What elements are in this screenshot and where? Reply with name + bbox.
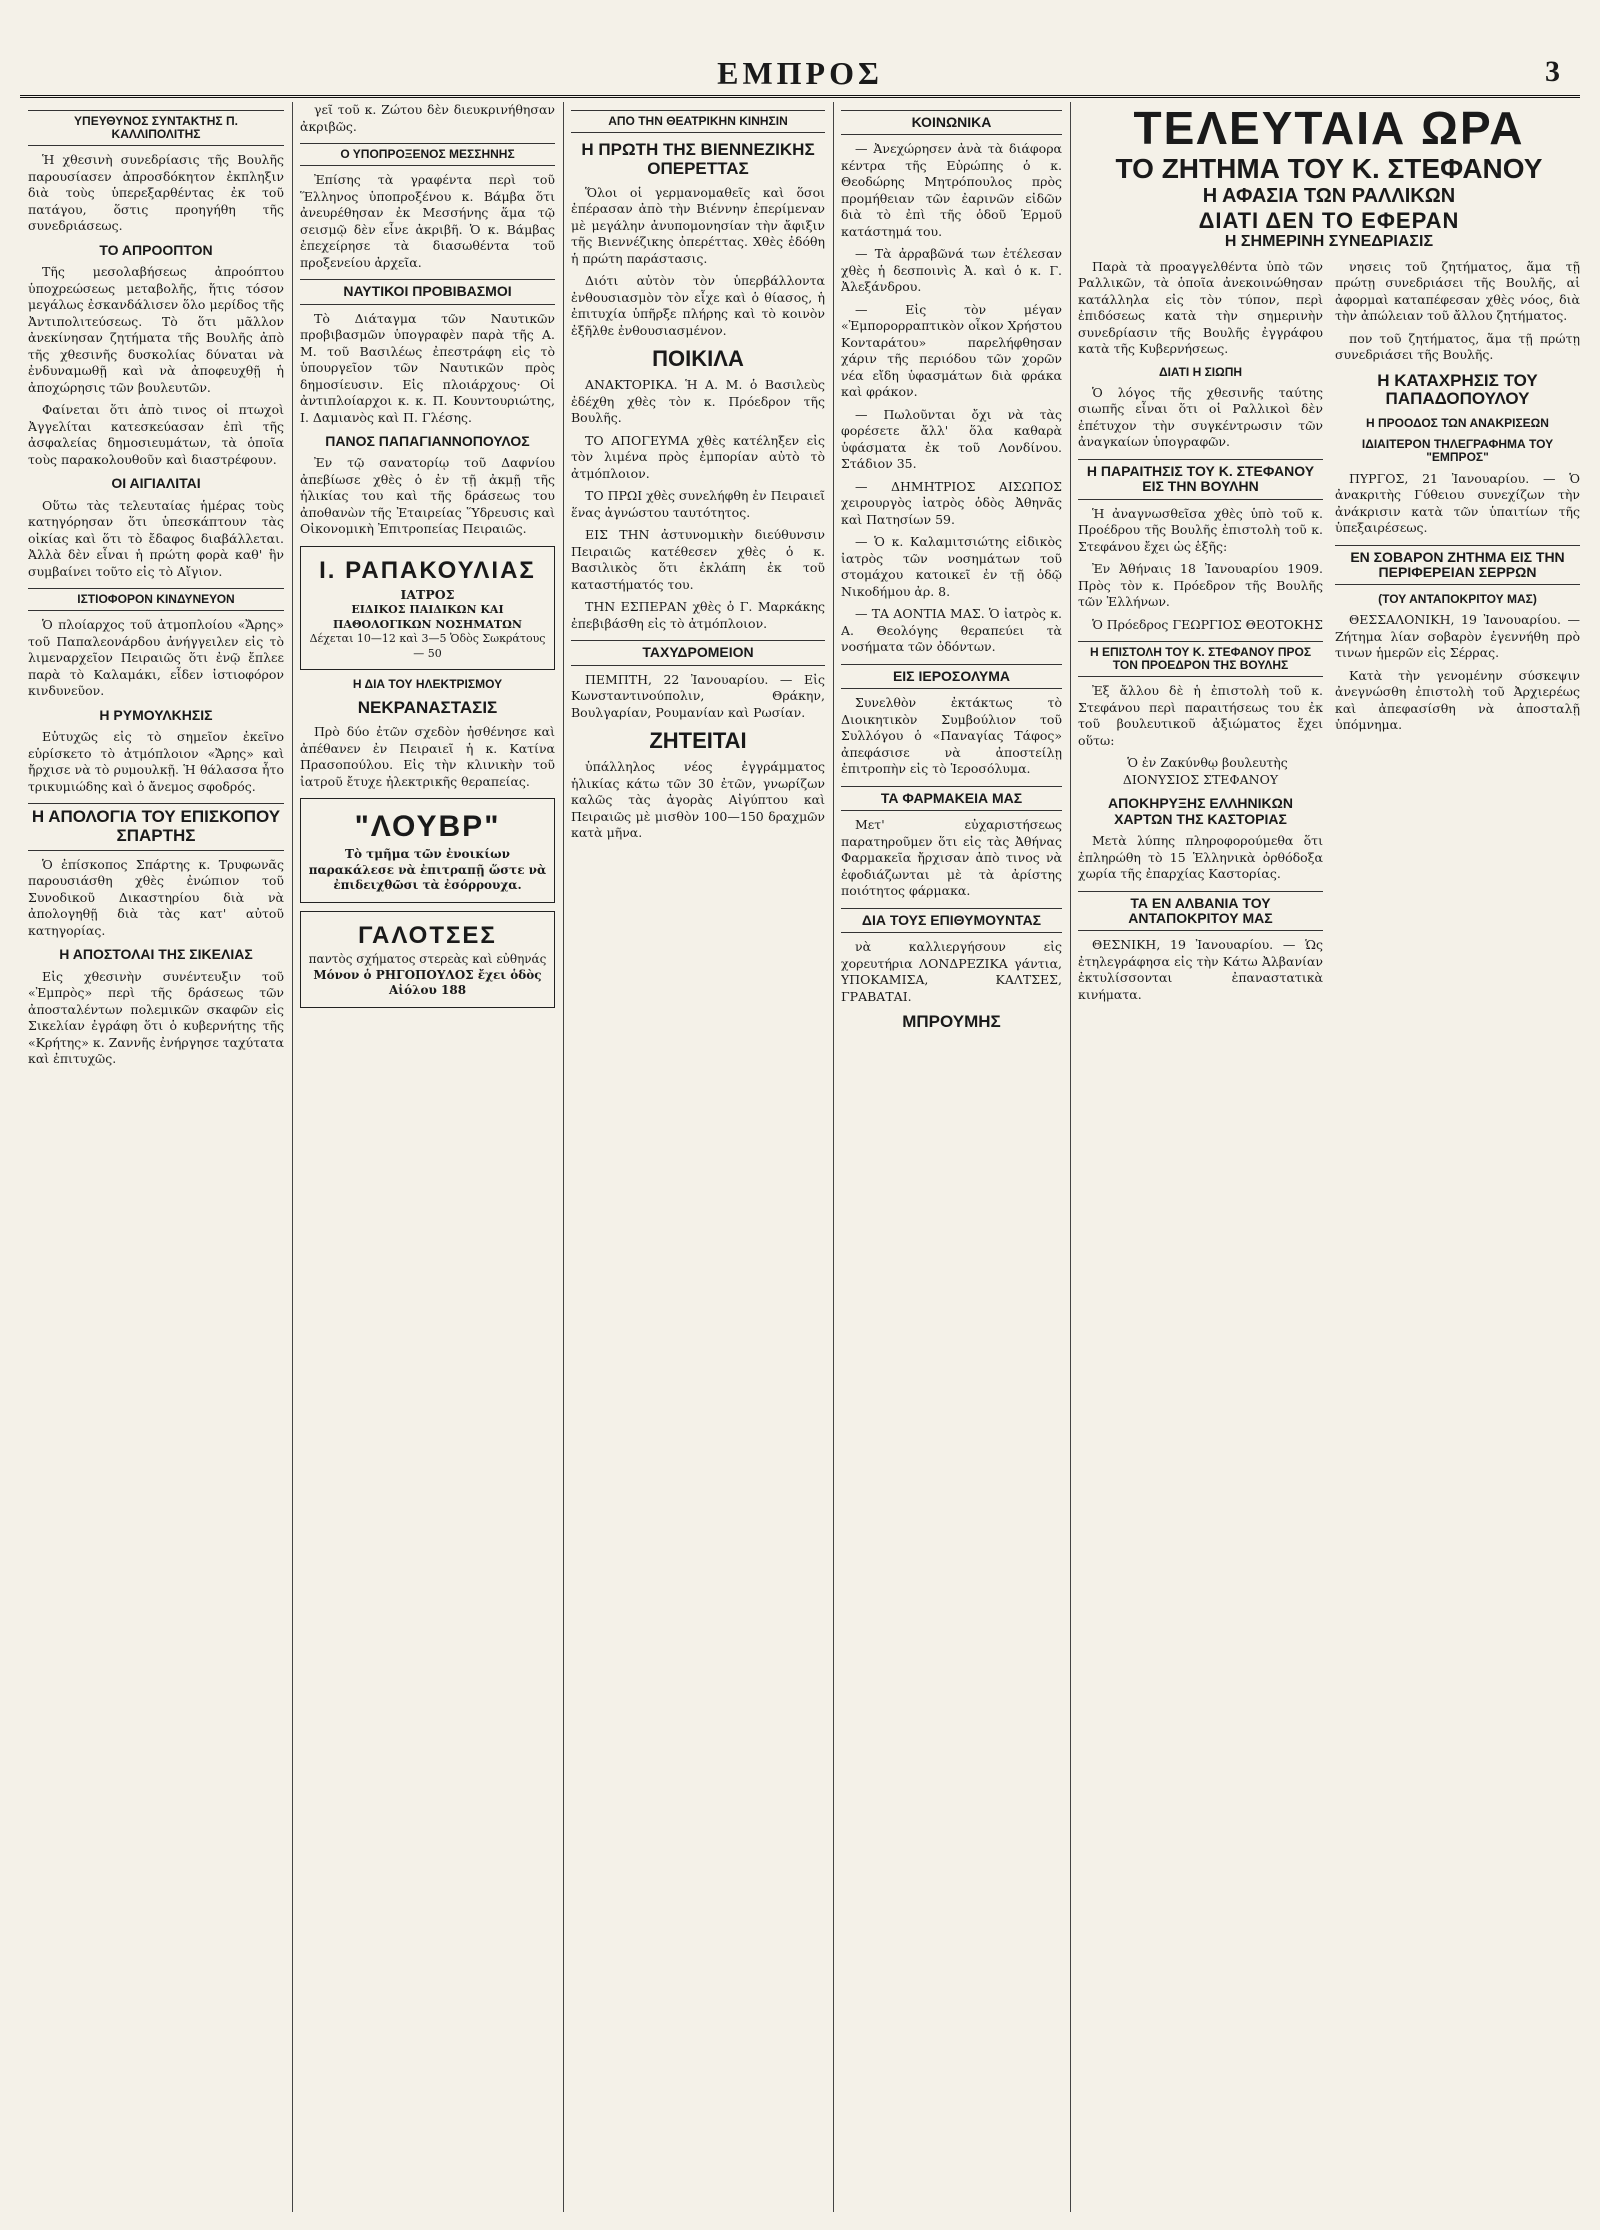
column-4 [841,102,1062,2212]
heading-opera: Η ΠΡΩΤΗ ΤΗΣ ΒΙΕΝΝΕΖΙΚΗΣ ΟΠΕΡΕΤΤΑΣ [581,140,815,178]
heading-serron: ΕΝ ΣΟΒΑΡΟΝ ΖΗΤΗΜΑ ΕΙΣ ΤΗΝ ΠΕΡΙΦΕΡΕΙΑΝ ΣΕΡΡΩΝ [1335,545,1580,586]
heading-dia: Η ΔΙΑ ΤΟΥ ΗΛΕΚΤΡΙΣΜΟΥ [352,677,503,692]
newspaper-title: ΕΜΠΡΟΣ [717,55,883,91]
article-text: ΑΝΑΚΤΟΡΙΚΑ. Ἡ Α. Μ. ὁ Βασιλεὺς ἐδέχθη χθὲς τὸν κ. Πρόεδρον τῆς Βουλῆς. [571,377,825,426]
article-text: ΤΟ ΑΠΟΓΕΥΜΑ χθὲς κατέληξεν εἰς τὸν λιμένα πρὸς ἐμπορίαν αὐτὸ τὸ ἀτμόπλοιον. [571,432,825,481]
heading-proxenos: Ο ΥΠΟΠΡΟΞΕΝΟΣ ΜΕΣΣΗΝΗΣ [300,143,555,166]
heading-koinonika: ΚΟΙΝΩΝΙΚΑ [841,110,1062,135]
article-text: Πρὸ δύο ἐτῶν σχεδὸν ἠσθένησε καὶ ἀπέθανεν ἐν Πειραιεῖ ἡ κ. Κατίνα Πρασοπούλου. Εἰς τὴν κλινικὴν τοῦ ἰατροῦ ἔτυχε ἠλεκτρικῆς θεραπείας. [300,724,555,789]
louvre-advertisement [300,798,555,903]
masthead [20,55,1580,98]
heading-tax: ΤΑΧΥΔΡΟΜΕΙΟΝ [571,640,825,665]
right-subcolumn [1335,259,1580,1010]
signature: Ὁ Πρόεδρος ΓΕΩΡΓΙΟΣ ΘΕΟΤΟΚΗΣ [1092,616,1323,632]
article-text: — Τὰ ἀρραβῶνά των ἐτέλεσαν χθὲς ἡ δεσποινὶς Ἀ. καὶ ὁ κ. Γ. Ἀλεξάνδρου. [841,246,1062,295]
article-text: ὑπάλληλος νέος ἐγγράμματος ἡλικίας κάτω τῶν 30 ἐτῶν, γνωρίζων καλῶς τὰς ἀγορὰς Αἰγύπτου καὶ Πειραιῶς μὲ μισθὸν 100—150 δραχμῶν κατὰ μῆνα. [571,759,825,841]
heading-idiaiteron: ΙΔΙΑΙΤΕΡΟΝ ΤΗΛΕΓΡΑΦΗΜΑ ΤΟΥ "ΕΜΠΡΟΣ" [1361,437,1554,465]
article-text: ΤΗΝ ΕΣΠΕΡΑΝ χθὲς ὁ Γ. Μαρκάκης ἐπεβιβάσθη εἰς τὸ ἀτμόπλοιον. [571,599,825,631]
ad-name: Ι. ΡΑΠΑΚΟΥΛΙΑΣ [319,556,536,584]
heading-paraitisis: Η ΠΑΡΑΙΤΗΣΙΣ ΤΟΥ Κ. ΣΤΕΦΑΝΟΥ ΕΙΣ ΤΗΝ ΒΟΥΛΗΝ [1078,459,1323,500]
column-2 [300,102,555,2212]
left-subcolumn [1078,259,1323,1010]
ad-name: "ΛΟΥΒΡ" [354,810,501,844]
article-text: Ὁ πλοίαρχος τοῦ ἀτμοπλοίου «Ἄρης» τοῦ Παπαλεονάρδου ἀνήγγειλεν εἰς τὸ λιμεναρχεῖον Πειραιῶς ὅτι ἐνῷ ἔπλεε παρὰ τὸ Καλαμάκι, εἶδεν ἰστιοφόρον κινδυνεῦον. [28,617,284,699]
heading-katachrisis: Η ΚΑΤΑΧΡΗΣΙΣ ΤΟΥ ΠΑΠΑΔΟΠΟΥΛΟΥ [1377,370,1538,409]
column-1 [28,102,284,2212]
heading-poikila: ΠΟΙΚΙΛΑ [652,346,744,372]
title-main: ΤΕΛΕΥΤΑΙΑ ΩΡΑ [1133,102,1525,154]
heading-rymoulkisis: Η ΡΥΜΟΥΛΚΗΣΙΣ [99,706,213,723]
article-text: — Πωλοῦνται ὄχι νὰ τὰς φορέσετε ἄλλ' ὅλα καθαρὰ ὑφάσματα ἐκ τοῦ Λονδίνου. Στάδιον 35. [841,406,1062,472]
heading-istiofoon: ΙΣΤΙΟΦΟΡΟΝ ΚΙΝΔΥΝΕΥΟΝ [28,588,284,611]
column-rule [833,102,834,2212]
doctor-advertisement [300,546,555,670]
heading-epistoli: Η ΕΠΙΣΤΟΛΗ ΤΟΥ Κ. ΣΤΕΦΑΝΟΥ ΠΡΟΣ ΤΟΝ ΠΡΟΕΔΡΟΝ ΤΗΣ ΒΟΥΛΗΣ [1078,641,1323,677]
column-rule [292,102,293,2212]
heading-mproumis: ΜΠΡΟΥΜΗΣ [902,1012,1001,1032]
heading-apokirixis: ΑΠΟΚΗΡΥΞΗΣ ΕΛΛΗΝΙΚΩΝ ΧΑΡΤΩΝ ΤΗΣ ΚΑΣΤΟΡΙΑΣ [1108,795,1293,827]
title-5: Η ΣΗΜΕΡΙΝΗ ΣΥΝΕΔΡΙΑΣΙΣ [1224,232,1434,250]
heading-nautikoi: ΝΑΥΤΙΚΟΙ ΠΡΟΒΙΒΑΣΜΟΙ [300,279,555,304]
article-text: γεῖ τοῦ κ. Ζώτου δὲν διευκρινήθησαν ἀκριβῶς. [300,102,555,134]
galoshes-advertisement [300,911,555,1008]
article-text: Φαίνεται ὅτι ἀπὸ τινος οἱ πτωχοὶ Ἀγγελίται κατεσκεύασαν ἐπὶ τῆς ἀσφαλείας δημοσιευμάτων, τὰ ὁποῖα τοὺς παρακολουθοῦν καὶ διαστρέφουν. [28,402,284,467]
ad-text: Τὸ τμῆμα τῶν ἐνοικίων παρακάλεσε νὰ ἐπιτραπῇ ὥστε νὰ ἐπιδειχθῶσι τὰ ἐσόρρουχα. [308,846,547,893]
article-text: νὰ καλλιεργήσουν εἰς χορευτήρια ΛΟΝΔΡΕΖΙΚΑ γάντια, ΥΠΟΚΑΜΙΣΑ, ΚΑΛΤΣΕΣ, ΓΡΑΒΑΤΑΙ. [841,939,1062,1004]
article-text: Ἐν Ἀθήναις 18 Ἰανουαρίου 1909. Πρὸς τὸν κ. Πρόεδρον τῆς Βουλῆς τῶν Ἑλλήνων. [1078,561,1323,610]
article-text: — Ὁ κ. Καλαμιτσιώτης εἰδικὸς ἰατρὸς τῶν νοσημάτων τοῦ στομάχου κατοικεῖ ἐν τῇ ὁδῷ Νικοδήμου ἀρ. 8. [841,534,1062,599]
heading-albania: ΤΑ ΕΝ ΑΛΒΑΝΙΑ ΤΟΥ ΑΝΤΑΠΟΚΡΙΤΟΥ ΜΑΣ [1078,891,1323,932]
column-rule [563,102,564,2212]
section-header: ΑΠΟ ΤΗΝ ΘΕΑΤΡΙΚΗΝ ΚΙΝΗΣΙΝ [571,110,825,133]
article-text: — ΤΑ ΑΟΝΤΙΑ ΜΑΣ. Ὁ ἰατρὸς κ. Α. Θεολόγης θεραπεύει τὰ νοσήματα τῶν ὀδόντων. [841,606,1062,655]
heading-zitite: ΖΗΤΕΙΤΑΙ [649,728,747,754]
article-text: Διότι αὐτὸν τὸν ὑπερβάλλοντα ἐνθουσιασμὸν τὸν εἶχε καὶ ὁ θίασος, ἡ ἐπιτυχία ὑπῆρξε πλήρης καὶ τὸ κοινὸν ἐξῆλθε ἐνθουσιασμένον. [571,273,825,338]
ad-text: παντὸς σχήματος στερεὰς καὶ εὐθηνάς [308,951,547,966]
article-text: Συνελθὸν ἐκτάκτως τὸ Διοικητικὸν Συμβούλιον τοῦ Συλλόγου ὁ «Παναγίας Τάφος» ἀπεφάσισε νὰ ἀποστείλῃ ἐπιτροπὴν εἰς τὸ Ἱεροσόλυμα. [841,695,1062,777]
heading-farmakeia: ΤΑ ΦΑΡΜΑΚΕΙΑ ΜΑΣ [841,786,1062,811]
article-text: Ὅλοι οἱ γερμανομαθεῖς καὶ ὅσοι ἐπέρασαν ἀπὸ τὴν Βιέννην ἐπερίμεναν μὲ μεγάλην ἀνυπομονησίαν τὴν ἄφιξιν τῆς Βιεννέζικης ὀπερέττας. Χθὲς ἐδόθη ἡ πρώτη παράστασις. [571,184,825,266]
article-text: ΘΕΣΣΑΛΟΝΙΚΗ, 19 Ἰανουαρίου. — Ζήτημα λίαν σοβαρὸν ἐγεννήθη πρὸ τινων ἡμερῶν εἰς Σέρρας. [1335,612,1580,661]
article-text: Εὐτυχῶς εἰς τὸ σημεῖον ἐκεῖνο εὑρίσκετο τὸ ἀτμόπλοιον «Ἄρης» καὶ ἤρχισε νὰ τὸ ρυμουλκῇ. Ἡ θάλασσα ἦτο τρικυμιώδης καὶ ὁ ἄνεμος σφοδρός. [28,729,284,794]
article-text: Οὕτω τὰς τελευταίας ἡμέρας τοὺς κατηγόρησαν ὅτι ὑπεσκάπτουν τὰς οἰκίας καὶ ὅτι τὸ ἔδαφος διαβάλλεται. Ἀλλὰ δὲν εἶναι ἡ πρώτη φορὰ καθ' ἣν συμβαίνει τοῦτο εἰς τὸ Αἴγιον. [28,497,284,579]
signature: Ὁ ἐν Ζακύνθῳ βουλευτὴς ΔΙΟΝΥΣΙΟΣ ΣΤΕΦΑΝΟΥ [1122,755,1288,787]
heading-nekranastasis: ΝΕΚΡΑΝΑΣΤΑΣΙΣ [357,698,498,718]
heading-antap: (ΤΟΥ ΑΝΤΑΠΟΚΡΙΤΟΥ ΜΑΣ) [1378,592,1537,607]
ad-name: ΓΑΛΟΤΣΕΣ [358,922,497,950]
title-sub: ΤΟ ΖΗΤΗΜΑ ΤΟΥ Κ. ΣΤΕΦΑΝΟΥ [1115,153,1543,185]
byline: ΥΠΕΥΘΥΝΟΣ ΣΥΝΤΑΚΤΗΣ Π. ΚΑΛΛΙΠΟΛΙΤΗΣ [28,110,284,146]
article-text: ΠΕΜΠΤΗ, 22 Ἰανουαρίου. — Εἰς Κωνσταντινούπολιν, Θράκην, Βουλγαρίαν, Ρουμανίαν καὶ Ρωσίαν. [571,671,825,720]
heading-siopi: ΔΙΑΤΙ Η ΣΙΩΠΗ [1158,364,1243,379]
heading-apologia: Η ΑΠΟΛΟΓΙΑ ΤΟΥ ΕΠΙΣΚΟΠΟΥ ΣΠΑΡΤΗΣ [28,803,284,850]
heading-anakriseis: Η ΠΡΟΟΔΟΣ ΤΩΝ ΑΝΑΚΡΙΣΕΩΝ [1366,415,1549,430]
title-3: Η ΑΦΑΣΙΑ ΤΩΝ ΡΑΛΛΙΚΩΝ [1202,184,1456,207]
article-text: — ΔΗΜΗΤΡΙΟΣ ΑΙΣΩΠΟΣ χειρουργὸς ἰατρὸς ὁδὸς Ἀθηνᾶς καὶ Πατησίων 59. [841,478,1062,527]
title-4: ΔΙΑΤΙ ΔΕΝ ΤΟ ΕΦΕΡΑΝ [1198,207,1460,233]
article-text: — Ἀνεχώρησεν ἀνὰ τὰ διάφορα κέντρα τῆς Εὐρώπης ὁ κ. Θεοδώρης Μητρόπουλος πρὸς προμήθειαν τῶν ἐαρινῶν εἰδῶν διὰ τὸ ἐπὶ τῆς ὁδοῦ Ἑρμοῦ κατάστημά του. [841,141,1062,239]
article-text: Ὁ λόγος τῆς χθεσινῆς ταύτης σιωπῆς εἶναι ὅτι οἱ Ραλλικοὶ δὲν ἐπέτυχον τὴν συγκέντρωσιν τῶν ἀναγκαίων ὑπογραφῶν. [1078,384,1323,450]
article-text: πον τοῦ ζητήματος, ἅμα τῇ πρώτῃ συνεδριάσει τῆς Βουλῆς. [1335,330,1580,363]
article-text: Ὁ ἐπίσκοπος Σπάρτης κ. Τρυφωνᾶς παρουσιάσθη χθὲς ἐνώπιον τοῦ Συνοδικοῦ Δικαστηρίου διὰ νὰ ἀπολογηθῇ διὰ τὰς κατ' αὐτοῦ κατηγορίας. [28,856,284,938]
article-text: Τὸ Διάταγμα τῶν Ναυτικῶν προβιβασμῶν ὑπογραφὲν παρὰ τῆς Α. Μ. τοῦ Βασιλέως ἐπεστράφη εἰς τὸ ὑπουργεῖον τῶν Ναυτικῶν πρὸς δημοσίευσιν. Εἰς πλοιάρχους· Οἱ ἀντιπλοίαρχοι κ. κ. Π. Κουντουριώτης, Ι. Δαμιανὸς καὶ Π. Γλέσης. [300,310,555,425]
ad-text: Δέχεται 10—12 καὶ 3—5 Ὁδὸς Σωκράτους — 50 [309,632,546,660]
article-text: Εἰς χθεσινὴν συνέντευξιν τοῦ «Ἐμπρὸς» περὶ τῆς δράσεως τῶν ἀποσταλέντων πολεμικῶν σκαφῶν εἰς Σικελίαν ἐγράφη ὅτι ὁ κυβερνήτης τῆς «Κρήτης» κ. Ζαννῆς ἐνήργησε ταχύτατα καὶ ἐπιτυχῶς. [28,968,284,1066]
article-text: ΠΥΡΓΟΣ, 21 Ἰανουαρίου. — Ὁ ἀνακριτὴς Γύθειου συνεχίζων τὴν ἀνάκρισιν κατὰ τῶν ὑπαιτίων τῆς ὑπεξαιρέσεως. [1335,470,1580,536]
column-last-hour [1078,102,1580,2212]
column-3 [571,102,825,2212]
article-text: Ἐξ ἄλλου δὲ ἡ ἐπιστολὴ τοῦ κ. Στεφάνου περὶ παραιτήσεως του ἐκ τοῦ βουλευτικοῦ ἀξιώματος ἔχει οὕτω: [1078,683,1323,748]
heading-panos: ΠΑΝΟΣ ΠΑΠΑΓΙΑΝΝΟΠΟΥΛΟΣ [325,433,530,450]
ad-shop: Μόνον ὁ ΡΗΓΟΠΟΥΛΟΣ ἔχει ὁδὸς Αἰόλου 188 [313,967,542,998]
article-text: ΕΙΣ ΤΗΝ ἀστυνομικὴν διεύθυνσιν Πειραιῶς κατέθεσεν χθὲς ὁ κ. Βασιλικὸς ὅτι ἐκλάπη ἐκ τοῦ καταστήματός του. [571,527,825,592]
heading-epithymountas: ΔΙΑ ΤΟΥΣ ΕΠΙΘΥΜΟΥΝΤΑΣ [841,908,1062,933]
ad-specialty: ΕΙΔΙΚΟΣ ΠΑΙΔΙΚΩΝ ΚΑΙ ΠΑΘΟΛΟΓΙΚΩΝ ΝΟΣΗΜΑΤΩΝ [333,603,522,631]
article-text: Ἡ ἀναγνωσθεῖσα χθὲς ὑπὸ τοῦ κ. Προέδρου τῆς Βουλῆς ἐπιστολὴ τοῦ κ. Στεφάνου ἔχει ὡς ἑξῆς: [1078,505,1323,554]
ad-title: ΙΑΤΡΟΣ [400,586,455,602]
article-text: ΤΟ ΠΡΩΙ χθὲς συνελήφθη ἐν Πειραιεῖ ἕνας ἀγνώστου ταυτότητος. [571,488,825,520]
page-number: 3 [1545,55,1560,88]
article-text: ΘΕΣΝΙΚΗ, 19 Ἰανουαρίου. — Ὡς ἐτηλεγράφησα εἰς τὴν Κάτω Ἀλβανίαν ἐκτυλίσσονται ἐπαναστατικὰ κινήματα. [1078,937,1323,1002]
article-text: Κατὰ τὴν γενομένην σύσκεψιν ἀνεγνώσθη ἐπιστολὴ τοῦ Ἀρχιερέως καὶ ἀπεφασίσθη νὰ ἀποσταλῇ ὑπόμνημα. [1335,667,1580,733]
article-text: νησεις τοῦ ζητήματος, ἅμα τῇ πρώτῃ συνεδριάσει τῆς Βουλῆς, αἱ ἀφορμαὶ καταπέφεσαν χθὲς νόος, διὰ τὴν ἀπώλειαν τοῦ ἄλλου ζητήματος. [1335,258,1580,324]
article-text: Ἐν τῷ σανατορίῳ τοῦ Δαφνίου ἀπεβίωσε χθὲς ὁ ἐν τῇ ἀκμῇ τῆς ἡλικίας του καὶ τῆς δράσεως του ἀποθανὼν τῆς Ἐταιρείας Ὕδρευσις καὶ Οἰκονομικὴ Ἐπιτροπείας Πειραιῶς. [300,455,555,537]
article-text: Ἐπίσης τὰ γραφέντα περὶ τοῦ Ἕλληνος ὑποπροξένου κ. Βάμβα ὅτι ἀνευρέθησαν ἐκ Μεσσήνης ἅμα τῷ σεισμῷ δὲν εἶνε ἀκριβῆ. Ὁ κ. Βάμβας ἐπεχείρησε τὰ διασωθέντα τοῦ προξενείου ἀρχεῖα. [300,172,555,270]
article-text: Τῆς μεσολαβήσεως ἀπροόπτου ὑποχρεώσεως μεταβολῆς, ἥτις τόσον μεγάλως ἐσκανδάλισεν ὅλο μερίδος τῆς Ἀντιπολιτεύσεως. Τὸ ὅτι μᾶλλον ἀνεκίνησαν ζητήματα τῆς Βουλῆς ἀπὸ τῆς χθεσινῆς δυσκολίας δύναται νὰ ἐνδυναμωθῇ καὶ νὰ ἀποφευχθῇ ἡ ἀποχώρησις τῶν βουλευτῶν. [28,264,284,395]
column-rule [1070,102,1071,2212]
article-text: Ἡ χθεσινὴ συνεδρίασις τῆς Βουλῆς παρουσίασεν ἀπροσδόκητον ἐκπληξιν διὰ τοὺς ὑπερεξαρθέντας ἐκ τοῦ πατάγου, ὅστις προηγήθη τῆς συνεδριάσεως. [28,152,284,234]
article-text: Μετὰ λύπης πληροφορούμεθα ὅτι ἐπληρώθη τὸ 15 Ἑλληνικὰ ὀρθόδοξα χωρία τῆς ἐπαρχίας Καστορίας. [1078,833,1323,882]
heading-aproopton: ΤΟ ΑΠΡΟΟΠΤΟΝ [99,241,213,258]
heading-ierosolyma: ΕΙΣ ΙΕΡΟΣΟΛΥΜΑ [841,664,1062,689]
article-text: — Εἰς τὸν μέγαν «Ἐμπορορραπτικὸν οἶκον Χρήστου Κονταράτου» παρελήφθησαν χάριν τῆς περιόδου τῶν χορῶν νέα εἴδη ὑφασμάτων διὰ φράκα καὶ φράκον. [841,301,1062,400]
article-text: Παρὰ τὰ προαγγελθέντα ὑπὸ τῶν Ραλλικῶν, τὰ ὁποῖα ἀνεκοινώθησαν κατάλληλα εἰς τὸν τύπον, περὶ ἐπιδόσεως κατὰ τὴν σημερινὴν συνεδρίασιν τῆς Βουλῆς ἐγγράφου κατὰ τῆς Κυβερνήσεως. [1078,258,1323,357]
article-text: Μετ' εὐχαριστήσεως παρατηροῦμεν ὅτι εἰς τὰς Ἀθήνας Φαρμακεῖα ἤρχισαν ἀπὸ τινος νὰ ἐφοδιάζωνται μὲ τὰ ἀρίστης ποιότητος φάρμακα. [841,817,1062,899]
heading-aigialitai: ΟΙ ΑΙΓΙΑΛΙΤΑΙ [111,475,201,492]
heading-apostolai: Η ΑΠΟΣΤΟΛΑΙ ΤΗΣ ΣΙΚΕΛΙΑΣ [59,946,253,963]
